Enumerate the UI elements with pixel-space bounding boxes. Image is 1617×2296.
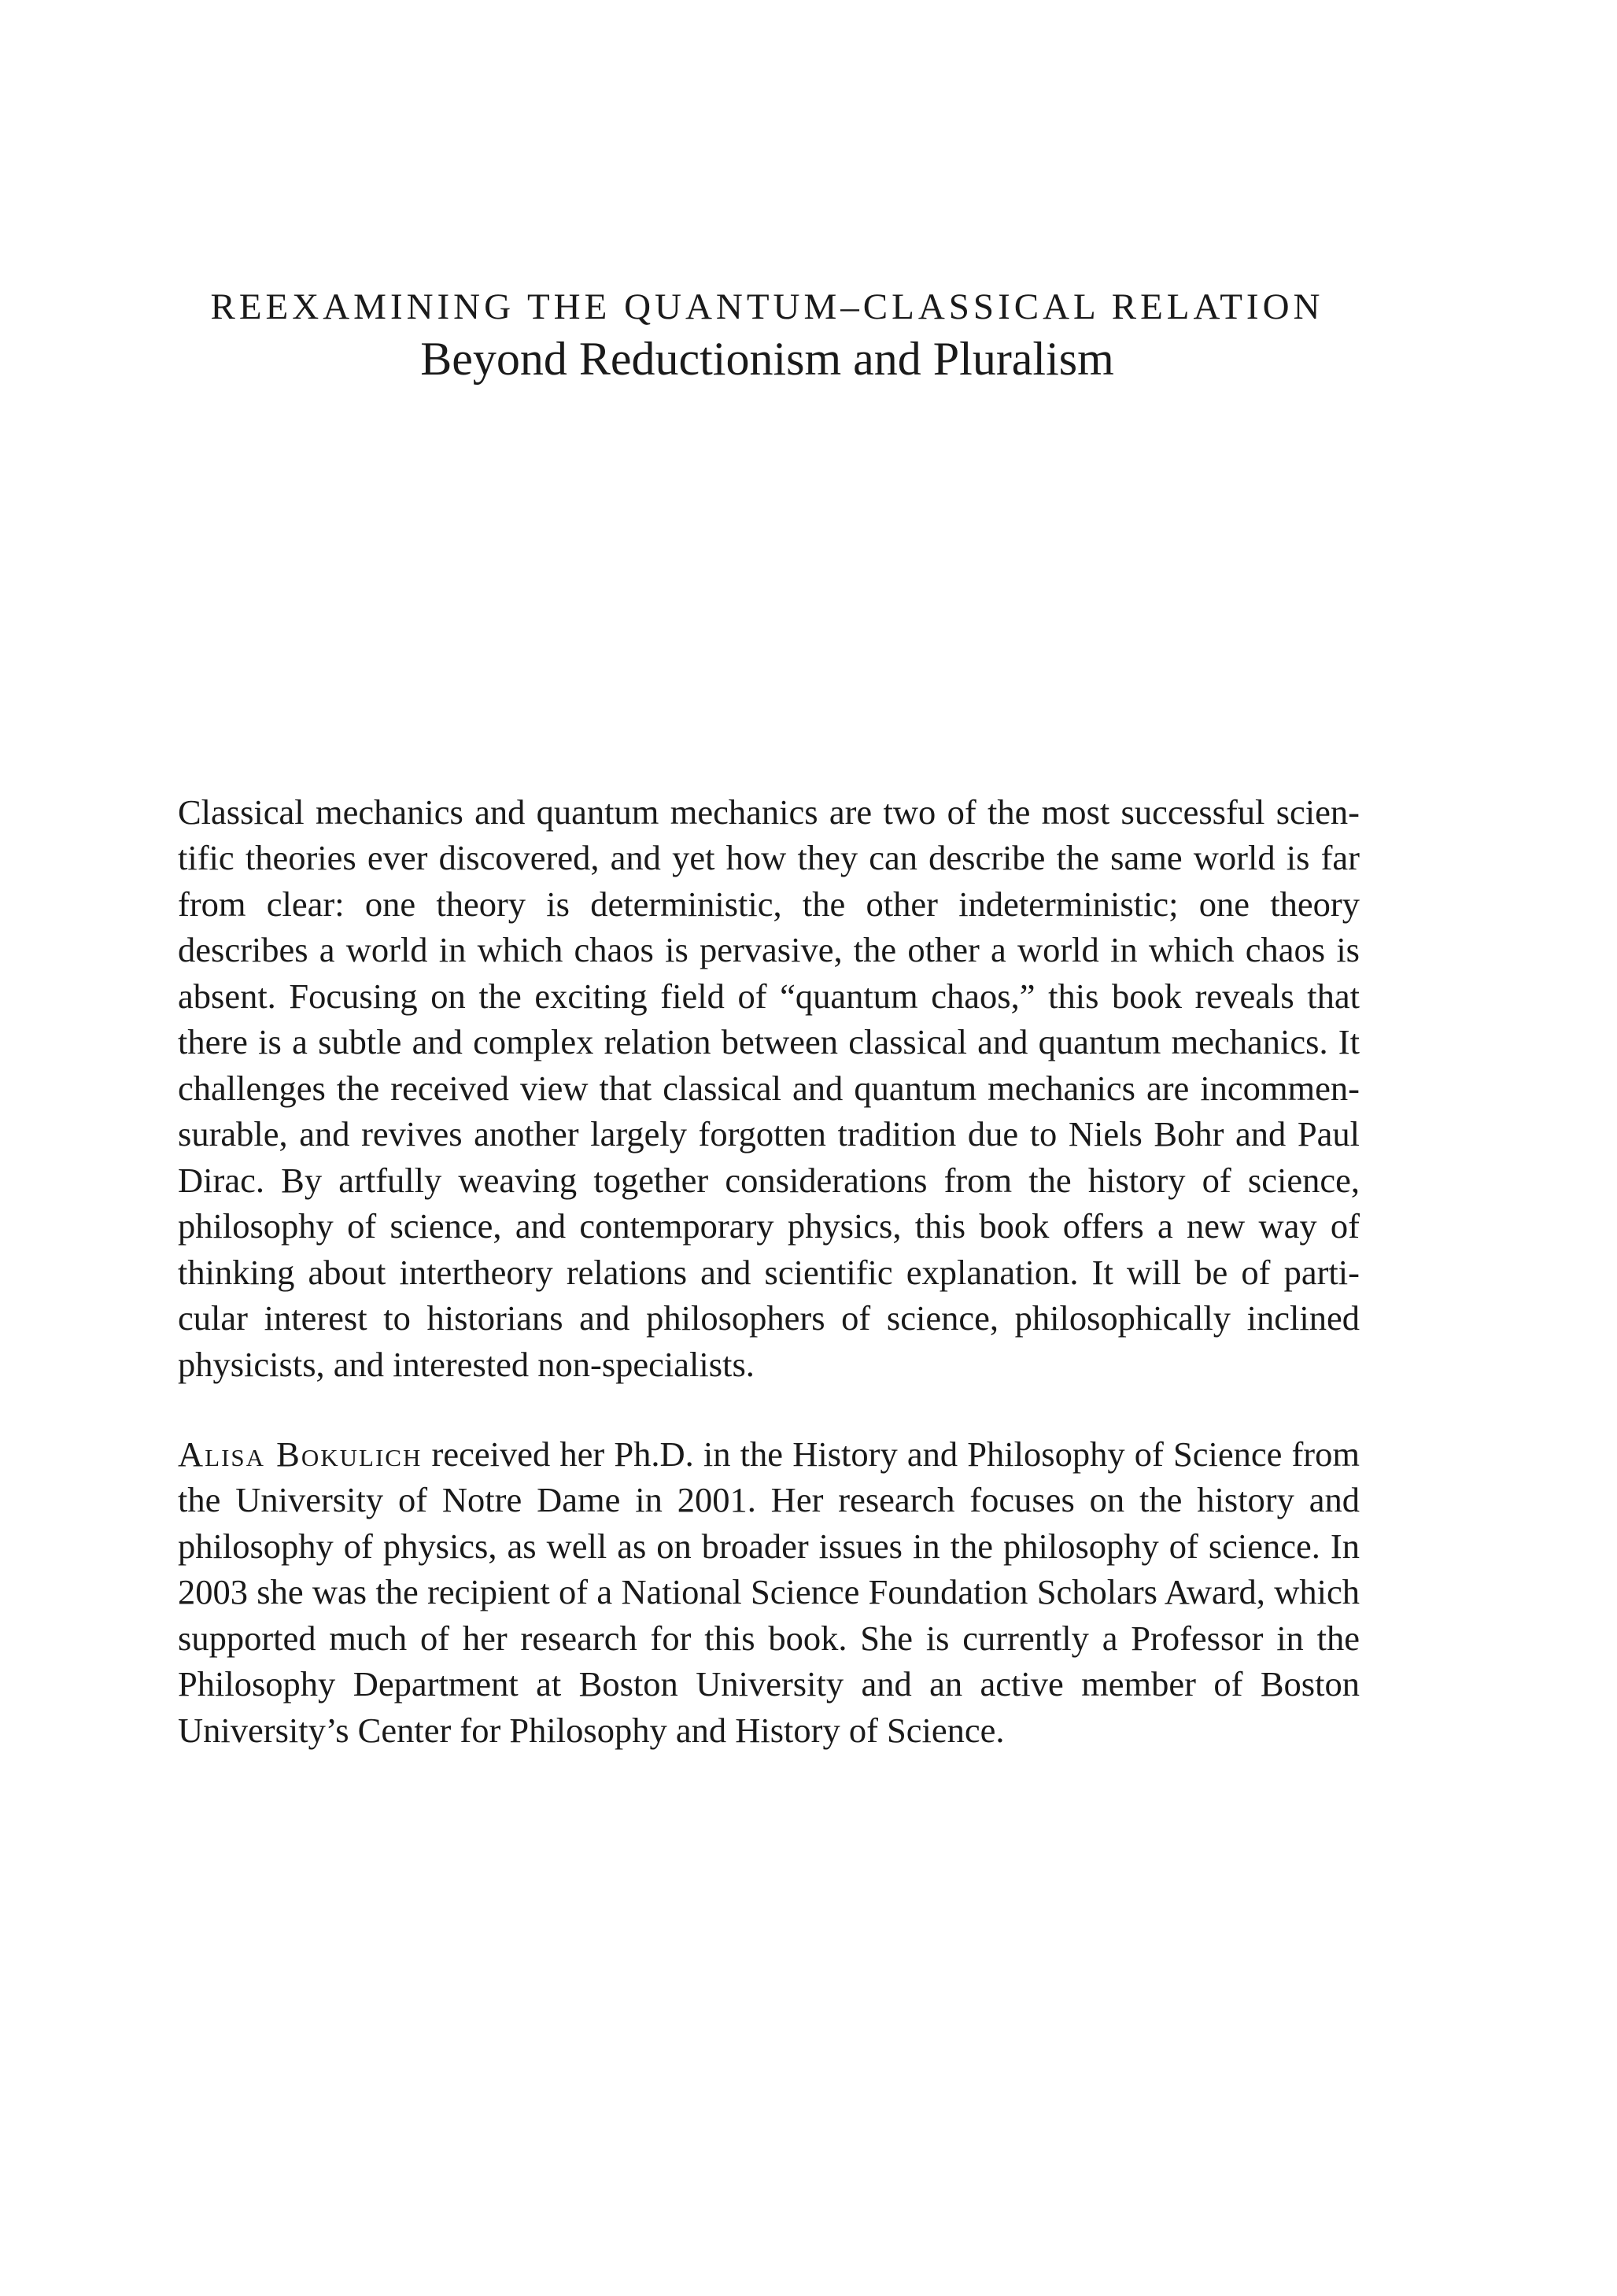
author-name: Alisa Bokulich [178, 1434, 423, 1474]
book-title: REEXAMINING THE QUANTUM–CLASSICAL RELATION [210, 286, 1324, 327]
book-subtitle: Beyond Reductionism and Pluralism [420, 333, 1114, 385]
book-description: Classical mechanics and quantum mechanics are two of the most successful scientific theories ever discovered, and yet how they can describe the same world is far from clear: one theory is deterministic, the other indeterministic; one theory describes a world in which chaos is pervasive, the other a world in which chaos is absent. Focusing on the exciting field of “quantum chaos,” this book reveals that there is a subtle and complex relation between classical and quantum mechanics. It challenges the received view that classical and quantum mechanics are incommensurable, and revives another largely forgotten tradition due to Niels Bohr and Paul Dirac. By artfully weaving together considerations from the history of science, philosophy of science, and contemporary physics, this book offers a new way of thinking about intertheory relations and scientific explanation. It will be of particular interest to historians and philosophers of science, philosophically inclined physicists, and interested non-specialists. [178, 792, 1360, 1384]
author-bio-text: received her Ph.D. in the History and Philosophy of Science from the University of Notre Dame in 2001. Her research focuses on the history and philosophy of physics, as well as on broader issues in the philosophy of science. In 2003 she was the recipient of a National Science Foundation Scholars Award, which supported much of her research for this book. She is currently a Professor in the Philosophy Department at Boston University and an active member of Boston University’s Center for Philosophy and History of Science. [178, 1434, 1360, 1750]
author-bio [178, 1431, 1360, 1754]
